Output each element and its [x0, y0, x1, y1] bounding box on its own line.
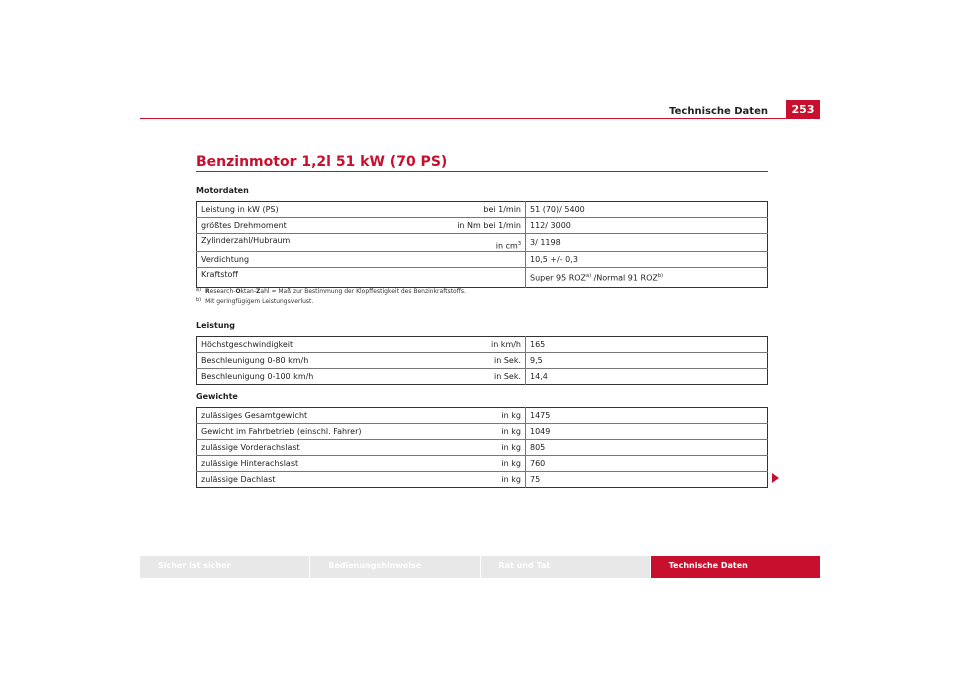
section-heading-gewichte: Gewichte: [196, 392, 238, 401]
footnote-initial-o: O: [235, 288, 241, 295]
footnote-mark: b): [196, 297, 202, 303]
row-value: 9,5: [526, 353, 768, 369]
section-heading-leistung: Leistung: [196, 321, 235, 330]
table-row: [197, 252, 768, 268]
gewichte-table: [196, 407, 768, 488]
footnote-a: [196, 288, 466, 295]
table-row: [197, 353, 768, 369]
table-row: [197, 369, 768, 385]
footnote-ref-a: a): [586, 272, 592, 279]
row-value: 760: [526, 456, 768, 472]
footer-tab-technische-daten[interactable]: Technische Daten: [651, 556, 820, 578]
row-value: 51 (70)/ 5400: [526, 202, 768, 218]
row-label: Beschleunigung 0-80 km/h: [197, 353, 436, 369]
row-label: zulässige Dachlast: [201, 475, 276, 484]
row-unit: bei 1/min: [435, 202, 526, 218]
footnote-ref-b: b): [657, 272, 663, 279]
row-unit: in km/h: [435, 337, 526, 353]
table-row: [197, 202, 768, 218]
row-value: 805: [526, 440, 768, 456]
row-unit: [435, 252, 526, 268]
value-text-a: Super 95 ROZ: [530, 273, 587, 283]
row-label: Verdichtung: [197, 252, 436, 268]
row-unit: [435, 234, 526, 252]
row-unit: in Nm bei 1/min: [435, 218, 526, 234]
row-label: zulässige Vorderachslast: [197, 440, 436, 456]
row-unit: in kg: [435, 440, 526, 456]
row-label: Kraftstoff: [201, 270, 238, 279]
row-unit: in kg: [435, 472, 526, 488]
footnote-text: ktan-: [240, 288, 257, 295]
page-title: Benzinmotor 1,2l 51 kW (70 PS): [196, 154, 448, 170]
table-row: [197, 234, 768, 252]
row-value: 10,5 +/- 0,3: [526, 252, 768, 268]
footnote-text: esearch-: [209, 288, 236, 295]
section-heading-motordaten: Motordaten: [196, 186, 249, 195]
header-divider: [140, 118, 820, 119]
value-text-b: /Normal 91 ROZ: [591, 273, 658, 283]
footer-tab-rat-und-tat[interactable]: Rat und Tat: [481, 556, 651, 578]
row-label: Höchstgeschwindigkeit: [197, 337, 436, 353]
table-row: [197, 218, 768, 234]
table-row: [197, 424, 768, 440]
row-label: zulässiges Gesamtgewicht: [197, 408, 436, 424]
row-unit: [435, 268, 526, 288]
row-value: [526, 268, 768, 288]
row-value: 165: [526, 337, 768, 353]
next-page-arrow-icon[interactable]: [772, 473, 779, 483]
row-unit: in Sek.: [435, 353, 526, 369]
unit-superscript: 3: [517, 241, 521, 248]
row-unit: in kg: [435, 456, 526, 472]
table-row: [197, 472, 768, 488]
row-value: 112/ 3000: [526, 218, 768, 234]
footer-tab-sicher-ist-sicher[interactable]: Sicher ist sicher: [140, 556, 310, 578]
row-value: 3/ 1198: [526, 234, 768, 252]
row-value: 1475: [526, 408, 768, 424]
footnote-text: Mit geringfügigem Leistungsverlust.: [205, 298, 314, 305]
page-number: 253: [786, 100, 820, 118]
row-label: zulässige Hinterachslast: [197, 456, 436, 472]
row-value: 75: [530, 475, 541, 484]
row-label: Zylinderzahl/Hubraum: [197, 234, 436, 252]
row-label: größtes Drehmoment: [197, 218, 436, 234]
footnote-initial-r: R: [205, 288, 210, 295]
table-row: [197, 337, 768, 353]
row-unit: in kg: [435, 424, 526, 440]
footnote-b: [196, 298, 313, 305]
footer-nav: [140, 556, 820, 578]
row-label: Leistung in kW (PS): [197, 202, 436, 218]
leistung-table: [196, 336, 768, 385]
footer-tab-bedienungshinweise[interactable]: Bedienungshinweise: [310, 556, 480, 578]
table-row: [197, 268, 768, 288]
title-divider: [196, 171, 768, 172]
table-row: [197, 440, 768, 456]
row-value: 1049: [526, 424, 768, 440]
row-label: Beschleunigung 0-100 km/h: [201, 372, 314, 381]
row-unit: in Sek.: [435, 369, 526, 385]
footnote-initial-z: Z: [256, 288, 261, 295]
table-row: [197, 456, 768, 472]
header-title: Technische Daten: [669, 106, 768, 117]
footnote-text: ahl = Maß zur Bestimmung der Klopffestigkeit des Benzinkraftstoffs.: [260, 288, 466, 295]
unit-text: in cm: [495, 242, 518, 251]
row-value: 14,4: [530, 372, 548, 381]
row-label: Gewicht im Fahrbetrieb (einschl. Fahrer): [197, 424, 436, 440]
table-row: [197, 408, 768, 424]
row-unit: in kg: [435, 408, 526, 424]
motordaten-table: [196, 201, 768, 288]
footnote-mark: a): [196, 287, 202, 293]
